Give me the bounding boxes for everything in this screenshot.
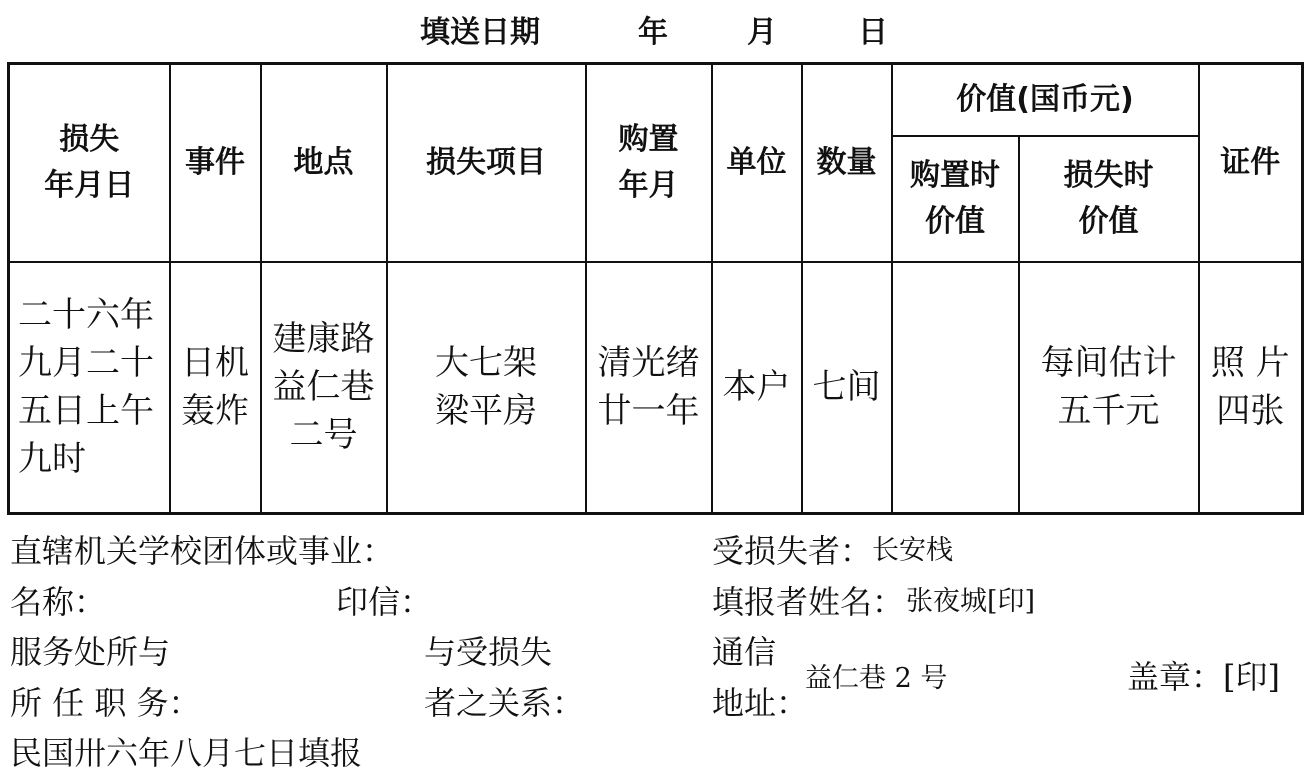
header-event: 事件 [170, 64, 261, 262]
fill-date-day-label: 日 [858, 15, 888, 50]
header-value-at-loss: 损失时 价值 [1019, 136, 1199, 262]
property-loss-table [7, 62, 1304, 515]
cell-location: 建康路 益仁巷 二号 [261, 262, 387, 514]
header-unit: 单位 [712, 64, 802, 262]
report-date: 民国卅六年八月七日填报 [10, 734, 363, 772]
cell-unit: 本户 [712, 262, 802, 514]
fill-date-month-label: 月 [747, 15, 777, 50]
reporter-value: 张夜城[印] [906, 586, 1036, 617]
header-value-at-purchase: 购置时 价值 [892, 136, 1019, 262]
table-row [9, 262, 1303, 514]
org-label: 直辖机关学校团体或事业： [10, 532, 395, 570]
address-label-line-2: 地址： [712, 684, 809, 722]
relation-label-line-1: 与受损失 [424, 633, 553, 671]
seal-label: 印信： [336, 583, 433, 621]
cell-loss-date: 二十六年 九月二十 五日上午 九时 [9, 262, 170, 514]
cell-purchase-date: 清光绪 廿一年 [586, 262, 712, 514]
cell-loss-item: 大七架 梁平房 [387, 262, 586, 514]
stamp-label: 盖章：[印] [1127, 658, 1280, 696]
victim-label: 受损失者： [712, 532, 873, 570]
address-label-line-1: 通信 [712, 633, 777, 671]
cell-value-at-loss: 每间估计 五千元 [1019, 262, 1199, 514]
relation-label-line-2: 者之关系： [424, 684, 585, 722]
header-quantity: 数量 [802, 64, 892, 262]
header-location: 地点 [261, 64, 387, 262]
victim-value: 长安栈 [872, 535, 953, 566]
header-value-group: 价值(国币元) [892, 64, 1199, 136]
fill-date-year-label: 年 [638, 15, 668, 50]
cell-documents: 照 片 四张 [1199, 262, 1303, 514]
cell-value-at-purchase [892, 262, 1019, 514]
header-loss-date: 损失 年月日 [9, 64, 170, 262]
fill-date-label: 填送日期 [420, 15, 540, 50]
address-value: 益仁巷 2 号 [805, 663, 948, 694]
cell-event: 日机 轰炸 [170, 262, 261, 514]
name-label: 名称： [10, 583, 107, 621]
header-loss-item: 损失项目 [387, 64, 586, 262]
cell-quantity: 七间 [802, 262, 892, 514]
reporter-label: 填报者姓名： [712, 583, 905, 621]
header-purchase-date: 购置 年月 [586, 64, 712, 262]
fill-date-header [0, 10, 1316, 56]
service-label-line-1: 服务处所与 [10, 633, 171, 671]
service-label-line-2: 所 任 职 务： [10, 684, 201, 722]
header-documents: 证件 [1199, 64, 1303, 262]
